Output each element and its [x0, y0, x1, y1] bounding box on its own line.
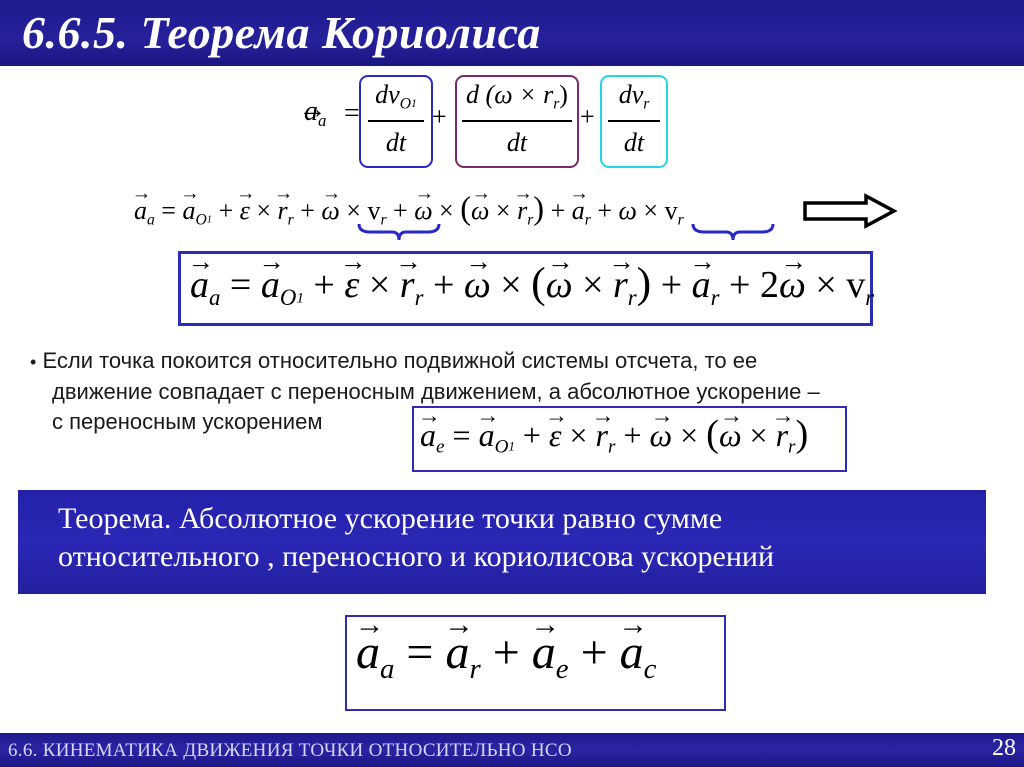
term1-denominator: dt	[385, 128, 407, 157]
underbrace-left	[356, 222, 442, 242]
formula-expanded: → $a_a$ = → $a_{O1}$ + → ε × → $r_r$ + → $\omega \times v_r$ + → ω × (→ ω × → $r_r$) + → $a_r + \omega \times v_r$	[134, 191, 684, 229]
bullet-line-2: движение совпадает с переносным движением, а абсолютное ускорение –	[52, 379, 820, 404]
theorem-banner	[18, 490, 986, 594]
plus-sign: +	[580, 102, 595, 131]
theorem-line-2: относительного , переносного и кориолисова ускорений	[58, 540, 775, 573]
plus-sign: +	[432, 102, 447, 131]
bullet-line-1: Если точка покоится относительно подвижной системы отсчета, то ее	[42, 348, 758, 373]
term3-denominator: dt	[623, 128, 645, 157]
slide-title: 6.6.5. Теорема Кориолиса	[22, 7, 541, 58]
page-number: 28	[992, 735, 1016, 761]
formula-ae: → $a_e$ = → $a_{O1}$ + → ε × → $r_r$ + → ω × (→ ω × → $r_r$)	[420, 412, 808, 459]
term2-numerator: d $(\omega \times r_r)$	[466, 80, 568, 113]
formula-boxed: → $a_a$ = → $a_{O1}$ + → ε × → $r_r$ + → ω × (→ ω × → $r_r$) + → $a_r + 2\to \omega \times v_r$	[190, 258, 874, 311]
term2-denominator: dt	[506, 128, 528, 157]
term3-numerator: $dv_r$	[618, 80, 650, 113]
equals-sign: =	[344, 98, 360, 129]
accel-abs-symbol: → $a_a$	[304, 96, 326, 131]
theorem-line-1: Теорема. Абсолютное ускорение точки равно сумме	[58, 502, 723, 535]
bullet-mark: •	[30, 352, 37, 372]
term1-numerator: $dv_{O1}$	[375, 80, 417, 113]
bullet-line-3: с переносным ускорением	[52, 409, 323, 434]
footer-section-title: 6.6. КИНЕМАТИКА ДВИЖЕНИЯ ТОЧКИ ОТНОСИТЕЛЬНО НСО	[8, 740, 572, 761]
underbrace-right	[690, 222, 776, 242]
implication-arrow-icon	[802, 193, 898, 229]
formula-final: → $a_a$ = → $a_r$ + → $a_e$ + → $a_c$	[356, 625, 656, 686]
